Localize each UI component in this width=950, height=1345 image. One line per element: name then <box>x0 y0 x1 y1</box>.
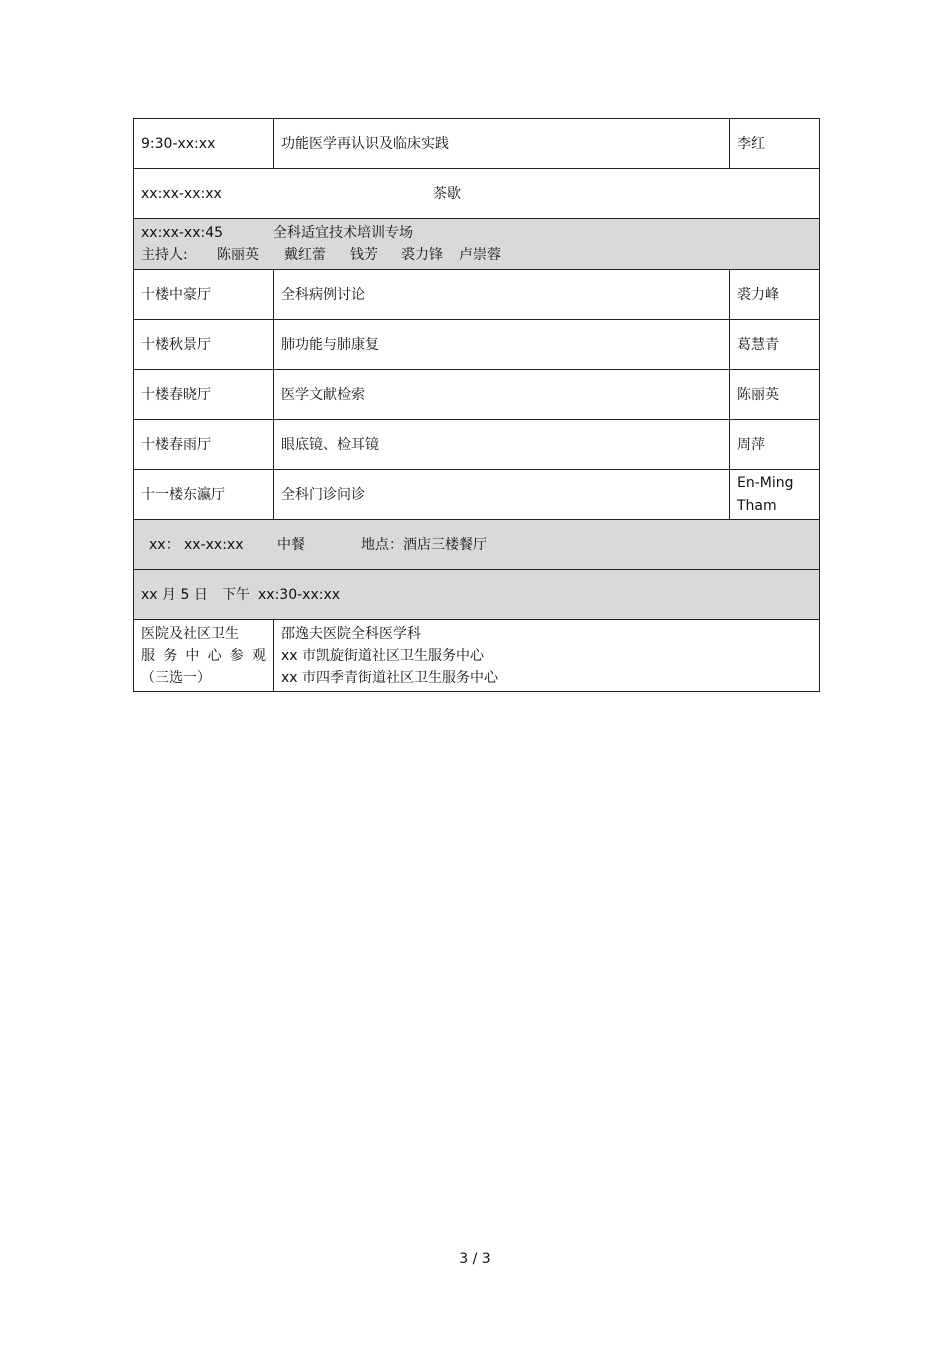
visit-row <box>134 620 820 692</box>
topic-cell: 肺功能与肺康复 <box>274 320 730 370</box>
hosts-label: 主持人: <box>141 247 188 263</box>
host-name: 钱芳 <box>350 247 378 263</box>
speaker-cell: 陈丽英 <box>730 370 820 420</box>
afternoon-row <box>134 570 820 620</box>
lunch-place: 地点：酒店三楼餐厅 <box>361 536 487 553</box>
speaker-line: En-Ming <box>737 474 794 491</box>
host-name: 陈丽英 <box>217 247 259 263</box>
schedule-table <box>133 118 820 692</box>
room-cell: 十楼春晓厅 <box>134 370 274 420</box>
visit-option: 邵逸夫医院全科医学科 <box>281 625 421 642</box>
topic-cell: 全科门诊问诊 <box>274 470 730 520</box>
page-number: 3 / 3 <box>459 1251 491 1267</box>
room-cell: 十楼中豪厅 <box>134 270 274 320</box>
room-cell: 十一楼东瀛厅 <box>134 470 274 520</box>
afternoon-date: xx 月 5 日 <box>141 586 208 603</box>
topic-cell: 功能医学再认识及临床实践 <box>274 119 730 169</box>
table-row <box>134 470 820 520</box>
visit-option: xx 市四季青街道社区卫生服务中心 <box>281 669 499 686</box>
visit-label-cell <box>134 620 274 692</box>
tea-break-row <box>134 169 820 219</box>
tea-break-label: 茶歇 <box>433 185 461 202</box>
speaker-line: Tham <box>737 497 777 514</box>
topic-cell: 全科病例讨论 <box>274 270 730 320</box>
table-row <box>134 119 820 169</box>
tea-break-time: xx:xx-xx:xx <box>141 185 222 202</box>
speaker-cell: 葛慧青 <box>730 320 820 370</box>
lunch-row <box>134 520 820 570</box>
section-header-row <box>134 219 820 270</box>
visit-label-line: （三选一） <box>141 669 211 686</box>
visit-label-line: 医院及社区卫生 <box>141 625 239 642</box>
host-name: 卢崇蓉 <box>459 247 501 263</box>
table-row <box>134 320 820 370</box>
visit-label-line: 服务中心参观 <box>141 647 266 664</box>
visit-options-cell <box>274 620 820 692</box>
topic-cell: 眼底镜、检耳镜 <box>274 420 730 470</box>
speaker-cell <box>730 470 820 520</box>
table-row <box>134 370 820 420</box>
speaker-cell: 李红 <box>730 119 820 169</box>
lunch-time: xx： xx-xx:xx <box>149 536 244 553</box>
afternoon-time: xx:30-xx:xx <box>258 586 341 603</box>
room-cell: 十楼秋景厅 <box>134 320 274 370</box>
room-cell: 十楼春雨厅 <box>134 420 274 470</box>
table-row <box>134 420 820 470</box>
section-time: xx:xx-xx:45 <box>141 225 224 241</box>
lunch-label: 中餐 <box>277 536 305 553</box>
topic-cell: 医学文献检索 <box>274 370 730 420</box>
table-row <box>134 270 820 320</box>
time-cell: 9:30-xx:xx <box>134 119 274 169</box>
section-title: 全科适宜技术培训专场 <box>273 225 413 241</box>
host-name: 裘力锋 <box>401 247 443 263</box>
afternoon-period: 下午 <box>222 586 250 603</box>
host-name: 戴红蕾 <box>284 247 326 263</box>
speaker-cell: 周萍 <box>730 420 820 470</box>
speaker-cell: 裘力峰 <box>730 270 820 320</box>
visit-option: xx 市凯旋街道社区卫生服务中心 <box>281 647 485 664</box>
